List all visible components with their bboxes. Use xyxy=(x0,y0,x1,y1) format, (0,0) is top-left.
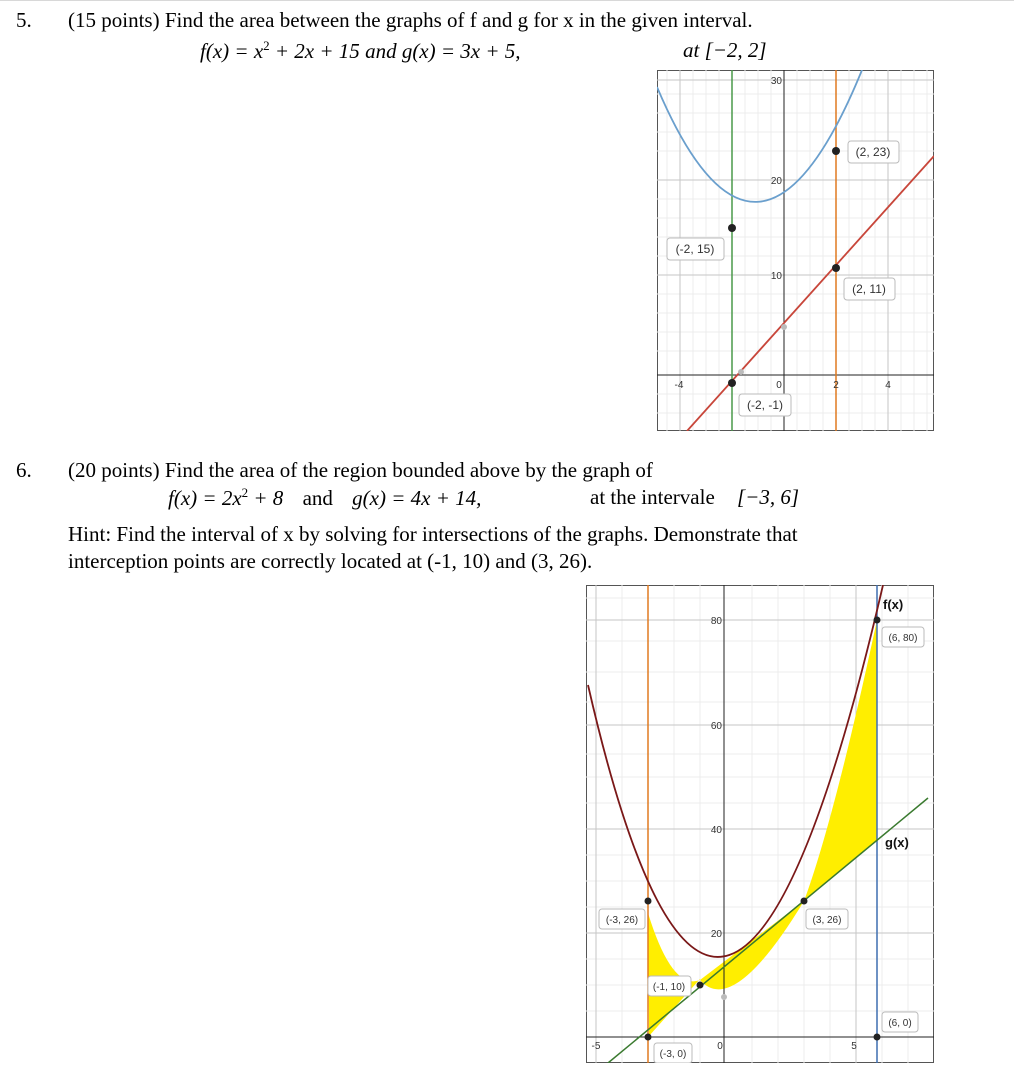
label-neg2-neg1: (-2, -1) xyxy=(747,398,783,412)
point-2-23 xyxy=(832,147,840,155)
label-6-80: (6, 80) xyxy=(888,633,918,644)
x-tick-neg5: -5 xyxy=(591,1041,601,1052)
problem-6-interval: [−3, 6] xyxy=(737,485,800,509)
y-tick-40: 40 xyxy=(710,825,722,836)
label-neg3-0: (-3, 0) xyxy=(659,1049,687,1060)
y-tick-60: 60 xyxy=(710,721,722,732)
problem-5-interval: at [−2, 2] xyxy=(683,38,767,62)
point-3-26 xyxy=(801,898,808,905)
problem-5-equation: $f(x) = x^2 + 2x + 15$ and g(x) = 3x + 5, xyxy=(200,38,521,63)
point-neg3-26 xyxy=(645,898,652,905)
label-2-23: (2, 23) xyxy=(855,145,891,159)
label-2-11: (2, 11) xyxy=(852,282,886,296)
y-tick-20: 20 xyxy=(770,176,782,187)
point-2-11 xyxy=(832,264,840,272)
problem-5-f-expr: f(x) = x xyxy=(200,39,264,63)
problem-6-hint-line1: Hint: Find the interval of x by solving for intersections of the graphs. Demonstrate that xyxy=(68,522,798,546)
problem-6-number: 6. xyxy=(16,458,32,482)
problem-5-f-rest: + 2x + 15 xyxy=(274,39,360,63)
problem-6-interval-prefix: at the intervale xyxy=(590,485,715,509)
x-tick-0: 0 xyxy=(776,380,782,391)
problem-5-g-expr: g(x) = 3x + 5, xyxy=(401,39,521,63)
x-tick-4: 4 xyxy=(885,380,891,391)
point-neg2-15 xyxy=(728,224,736,232)
top-border xyxy=(0,0,1014,1)
problem-6-and: and xyxy=(302,486,333,510)
problem-5-statement: (15 points) Find the area between the graphs of f and g for x in the given interval. xyxy=(68,8,753,32)
g-curve-label: g(x) xyxy=(885,835,909,850)
label-neg1-10: (-1, 10) xyxy=(652,982,686,993)
label-6-0: (6, 0) xyxy=(888,1018,912,1029)
problem-6-f-rest: + 8 xyxy=(253,486,284,510)
x-tick-0b: 0 xyxy=(717,1041,723,1052)
label-neg3-26: (-3, 26) xyxy=(605,915,639,926)
f-curve-label: f(x) xyxy=(883,597,904,612)
point-neg3-0 xyxy=(645,1034,652,1041)
y-tick-80: 80 xyxy=(710,616,722,627)
point-6-0 xyxy=(874,1034,881,1041)
label-neg2-15: (-2, 15) xyxy=(675,242,715,256)
x-tick-5: 5 xyxy=(851,1041,857,1052)
y-tick-30: 30 xyxy=(770,76,782,87)
problem-6-g-expr: g(x) = 4x + 14, xyxy=(352,486,482,510)
label-3-26: (3, 26) xyxy=(812,915,842,926)
problem-6-hint-line2: interception points are correctly located at (-1, 10) and (3, 26). xyxy=(68,549,593,573)
x-tick-neg4: -4 xyxy=(674,380,684,391)
problem-5-number: 5. xyxy=(16,8,32,32)
problem-6-f-expr: f(x) = 2x xyxy=(168,486,242,510)
point-neg2-neg1 xyxy=(728,379,736,387)
point-6-80 xyxy=(874,617,881,624)
point-neg1-10 xyxy=(697,982,704,989)
problem-6-graph xyxy=(586,585,934,1063)
y-tick-20b: 20 xyxy=(710,929,722,940)
problem-5-graph xyxy=(657,70,934,431)
problem-5-and: and xyxy=(365,39,397,63)
problem-6-equation: $f(x) = 2x^2 + 8$ and g(x) = 4x + 14, xyxy=(168,485,482,510)
x-tick-2: 2 xyxy=(833,380,839,391)
problem-6-statement: (20 points) Find the area of the region bounded above by the graph of xyxy=(68,458,653,482)
y-tick-10: 10 xyxy=(770,271,782,282)
